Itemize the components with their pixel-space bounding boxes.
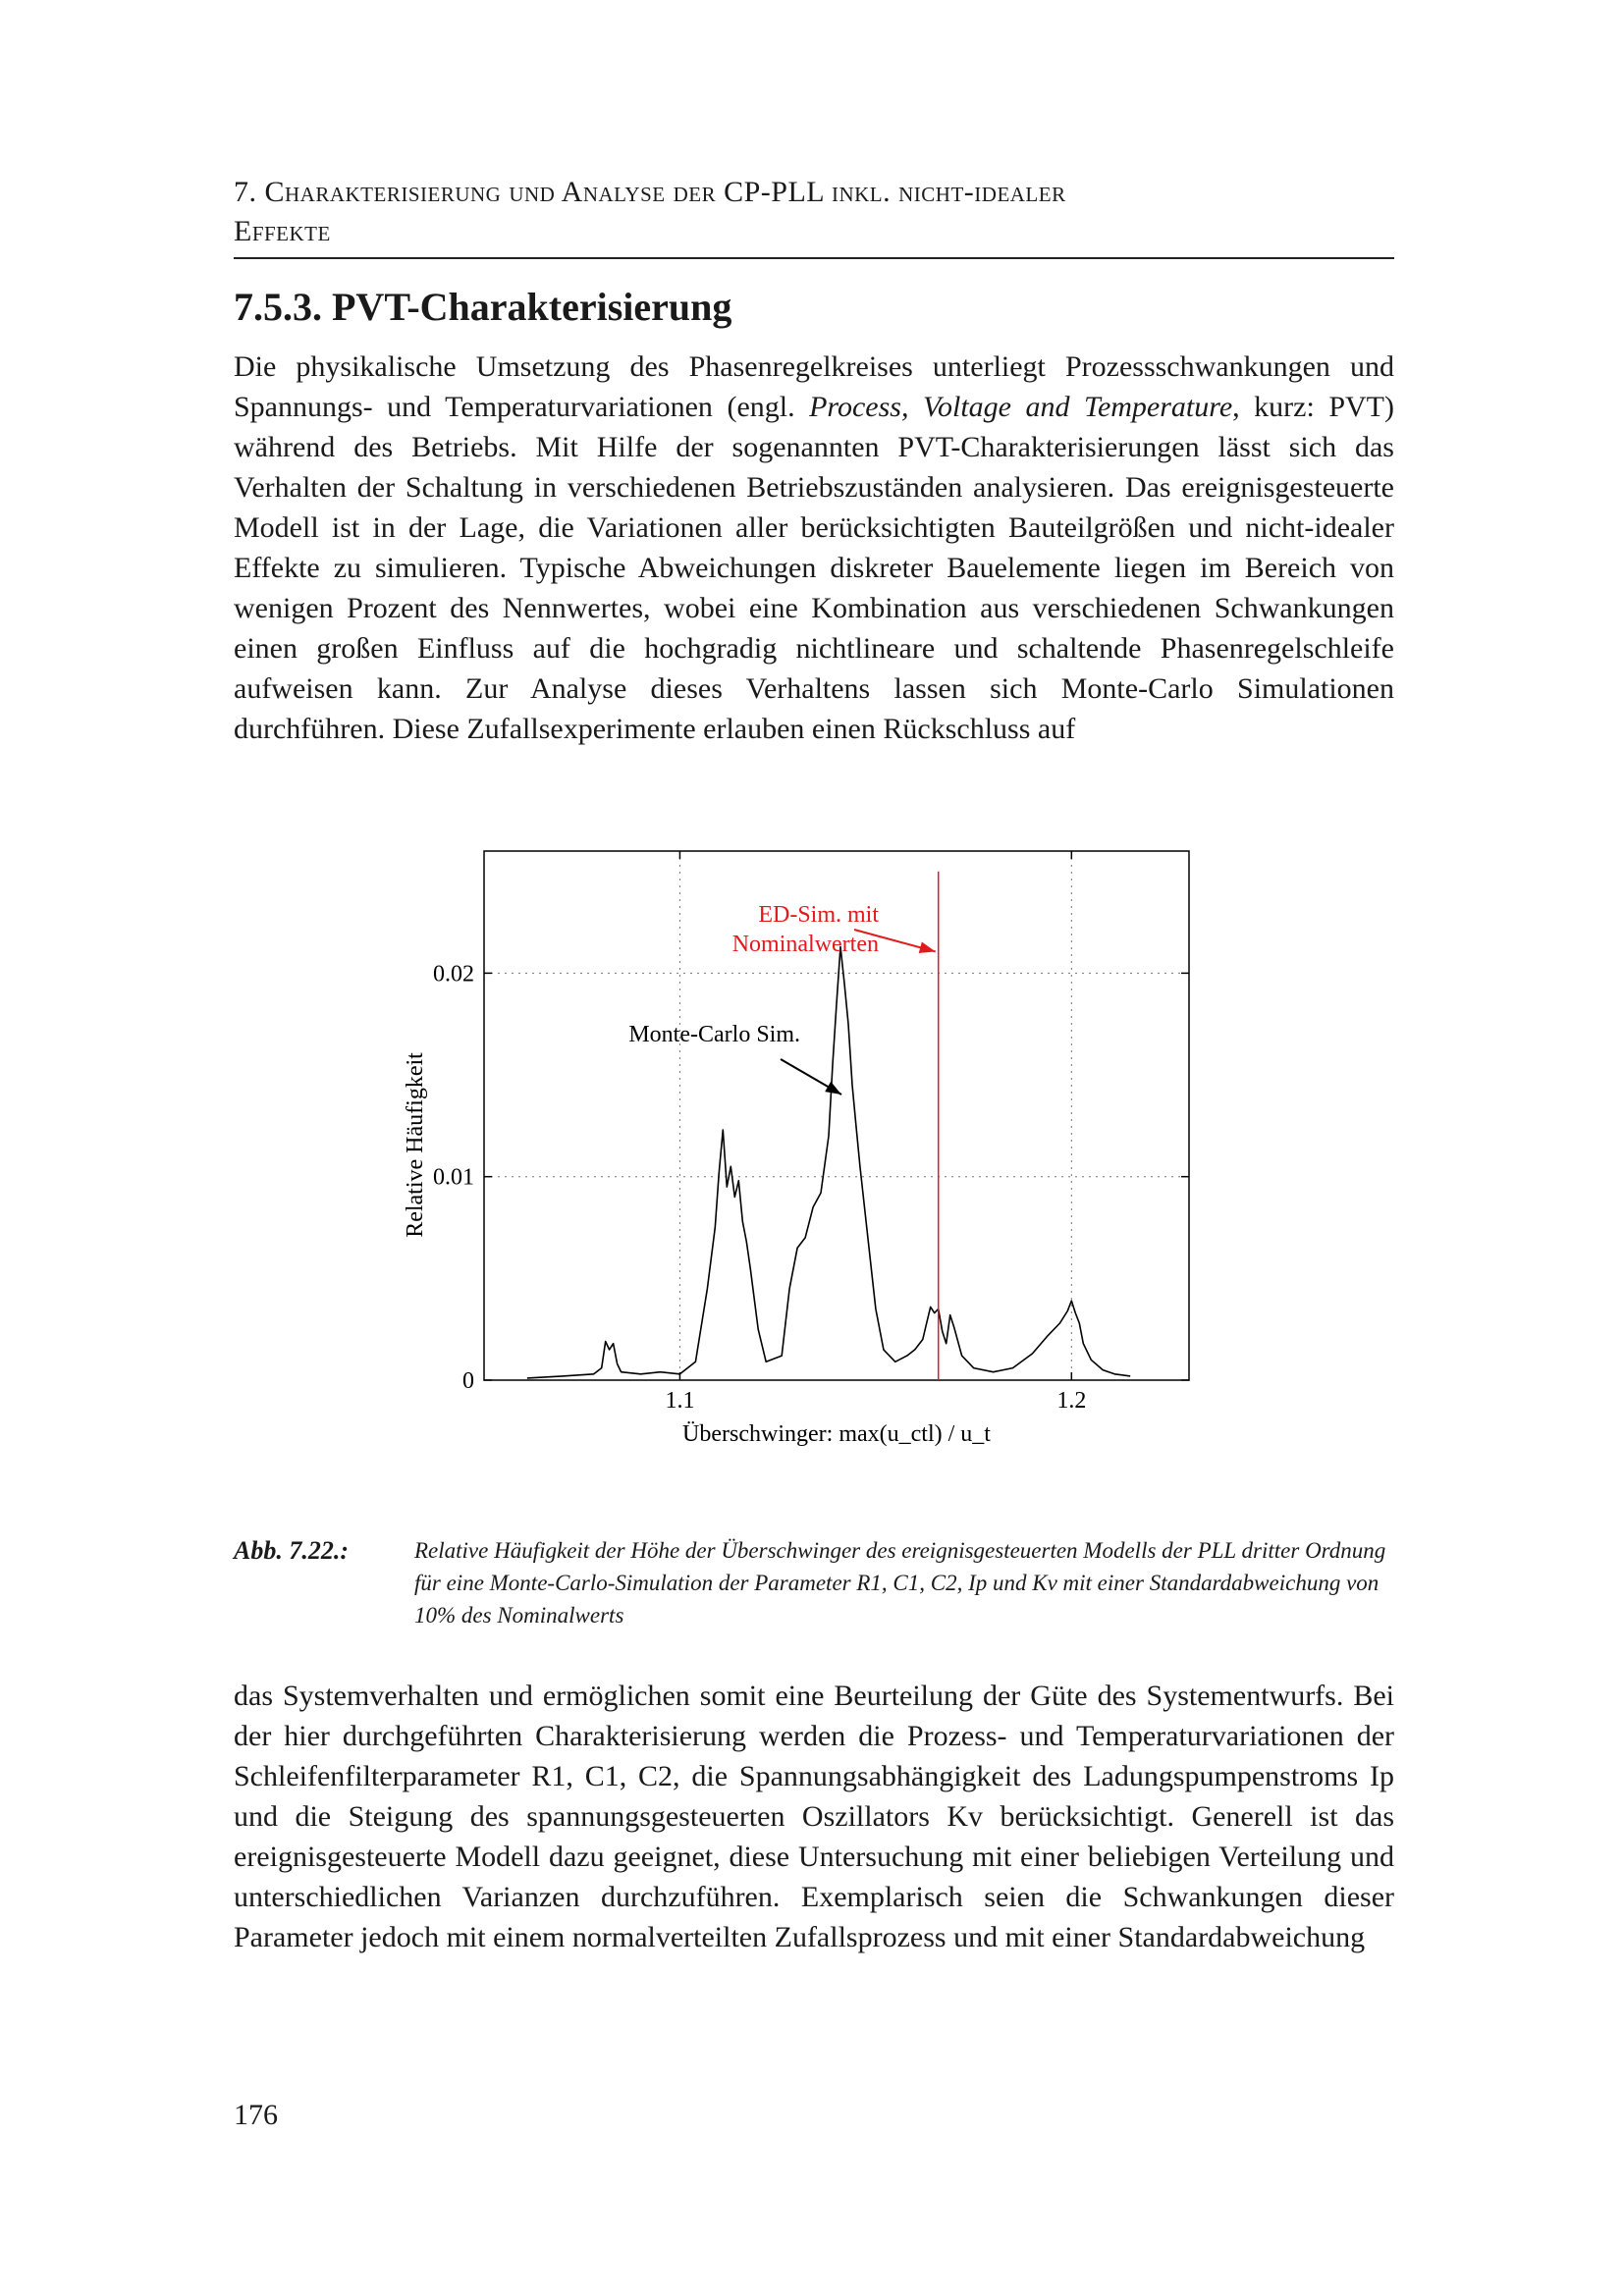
header-rule [234,257,1394,259]
paragraph-2: das Systemverhalten und ermöglichen somit eine Beurteilung der Güte des Systementwurfs. Bei der hier durchgeführten Charakterisierung werden die Prozess- und Temperaturvariationen der Schleifenfilterparameter R1, C1, C2, die Spannungsabhängigkeit des Ladungspumpenstroms Ip und die Steigung des spannungsgesteuerten Oszillators Kv berücksichtigt. Generell ist das ereignisgesteuerte Modell dazu geeignet, diese Untersuchung mit einer beliebigen Verteilung und unterschiedlichen Varianzen durchzuführen. Exemplarisch seien die Schwankungen dieser Parameter jedoch mit einem normalverteilten Zufallsprozess und mit einer Standardabweichung [234,1680,1394,1953]
series-monte-carlo-line [527,946,1130,1378]
y-tick-label-0: 0 [462,1368,474,1394]
annotation-mc-arrowhead [825,1082,841,1095]
y-tick-label-0.01: 0.01 [433,1164,474,1191]
annotation-monte-carlo: Monte-Carlo Sim. [628,1022,800,1047]
x-tick-label-1.2: 1.2 [1056,1388,1087,1414]
figure-label: Abb. 7.22.: [234,1536,349,1565]
annotation-ed-sim-line1: ED-Sim. mit [758,902,879,928]
running-header-line2: Effekte [234,215,331,247]
overshoot-histogram-chart [373,829,1217,1487]
paragraph-1-emphasis: Process, Voltage and Temperature [809,391,1233,423]
annotation-ed-arrowhead [919,941,936,953]
running-header [234,173,1394,251]
chart-annotations [628,902,935,1095]
paragraph-1-text-b: , kurz: PVT) während des Betriebs. Mit Hilfe der sogenannten PVT-Charakterisierungen lässt sich das Verhalten der Schaltung in verschiedenen Betriebszuständen analysieren. Das ereignisgesteuerte Modell ist in der Lage, die Variationen aller berücksichtigten Bauteilgrößen und nicht-idealer Effekte zu simulieren. Typische Abweichungen diskreter Bauelemente liegen im Bereich von wenigen Prozent des Nennwertes, wobei eine Kombination aus verschiedenen Schwankungen einen großen Einfluss auf die hochgradig nichtlineare und schaltende Phasenregelschleife aufweisen kann. Zur Analyse dieses Verhaltens lassen sich Monte-Carlo Simulationen durchführen. Diese Zufallsexperimente erlauben einen Rückschluss auf [234,391,1394,745]
running-header-line1: 7. Charakterisierung und Analyse der CP-PLL inkl. nicht-idealer [234,176,1066,208]
chart-grid [484,851,1189,1380]
chart-x-axis-label: Überschwinger: max(u_ctl) / u_t [682,1421,991,1447]
section-title: 7.5.3. PVT-Charakterisierung [234,285,732,329]
y-tick-label-0.02: 0.02 [433,961,474,988]
paragraph-1 [234,347,1394,749]
paragraph-1-text-a: Die physikalische Umsetzung des Phasenregelkreises unterliegt Prozessschwankungen und Spannungs- und Temperaturvariationen (engl. [234,350,1394,423]
figure-caption-text: Relative Häufigkeit der Höhe der Überschwinger des ereignisgesteuerten Modells der PLL dritter Ordnung für eine Monte-Carlo-Simulation der Parameter R1, C1, C2, Ip und Kv mit einer Standardabweichung von 10% des Nominalwerts [414,1538,1386,1628]
chart-plot-area [484,851,1189,1380]
page-number: 176 [234,2099,278,2131]
x-tick-label-1.1: 1.1 [665,1388,695,1414]
annotation-ed-sim-line2: Nominalwerten [731,932,879,957]
chart-y-axis-label: Relative Häufigkeit [403,1052,428,1238]
